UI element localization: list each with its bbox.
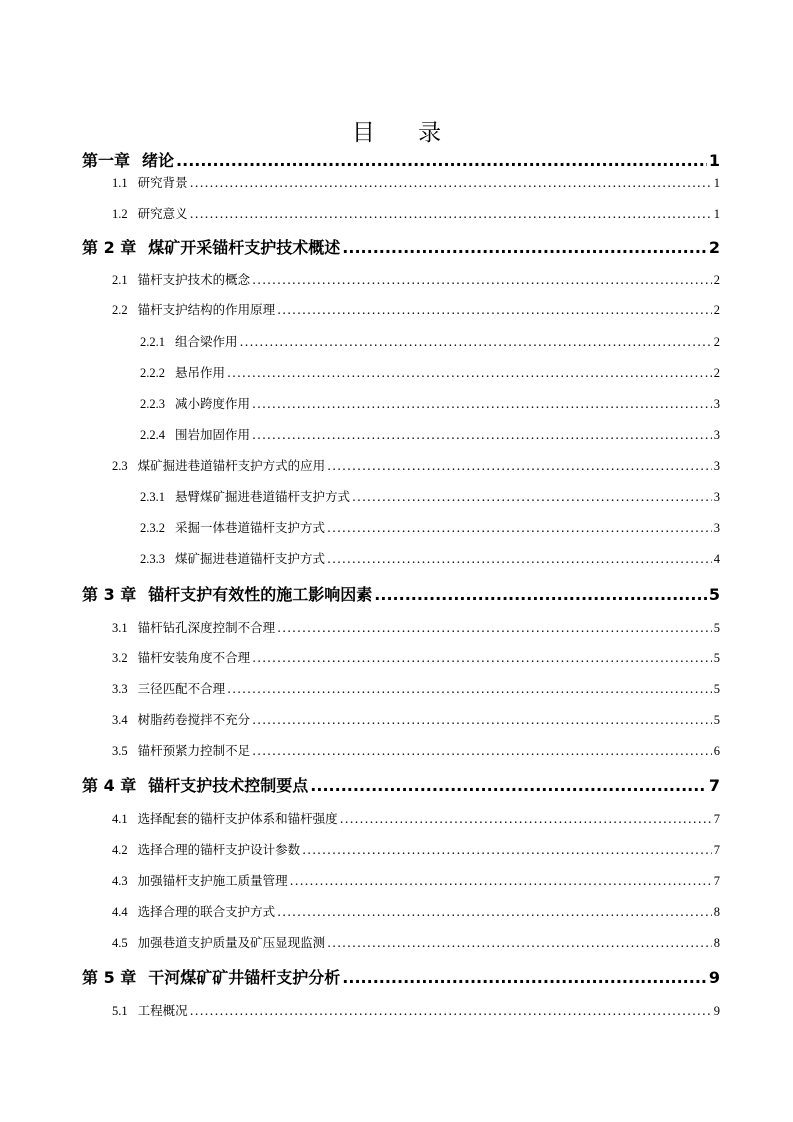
toc-entry-label: 绪论 [142,151,175,170]
toc-title: 目 录 [351,120,460,146]
toc-dot-leader [252,712,712,727]
toc-page-number: 9 [713,1004,720,1018]
toc-dot-leader [227,681,712,696]
toc-page-number: 3 [713,397,720,411]
toc-dot-leader [176,151,707,170]
toc-entry-number: 2.1 [112,273,128,287]
toc-entry-number: 4.4 [112,905,128,919]
toc-dot-leader [374,585,707,604]
toc-section-entry[interactable] [112,933,720,951]
toc-entry-number: 1.1 [112,176,128,190]
toc-dot-leader [352,489,712,504]
toc-section-entry[interactable] [112,741,720,759]
toc-dot-leader [252,272,712,287]
toc-chapter-entry[interactable] [82,148,720,171]
toc-page-number: 2 [713,273,720,287]
toc-entry-label: 锚杆支护结构的作用原理 [137,302,276,317]
toc-entry-label: 树脂药卷搅拌不充分 [137,712,251,727]
toc-entry-number: 2.3.3 [140,552,165,566]
toc-section-entry[interactable] [140,394,720,412]
toc-entry-number: 2.2.3 [140,397,165,411]
toc-entry-number: 第 3 章 [82,585,137,604]
toc-dot-leader [277,620,712,635]
toc-entry-label: 干河煤矿矿井锚杆支护分析 [148,968,341,987]
toc-entry-label: 减小跨度作用 [175,396,251,411]
toc-page-number: 6 [713,744,720,758]
toc-dot-leader [310,776,707,795]
toc-dot-leader [302,842,712,857]
toc-entry-label: 锚杆支护有效性的施工影响因素 [148,585,373,604]
toc-section-entry[interactable] [112,456,720,474]
toc-entry-number: 2.2.4 [140,428,165,442]
toc-entry-label: 锚杆预紧力控制不足 [137,743,251,758]
toc-page-number: 5 [708,585,720,604]
toc-page-number: 5 [713,682,720,696]
toc-entry-number: 第一章 [82,151,131,170]
toc-entry-label: 加强巷道支护质量及矿压显现监测 [137,935,326,950]
toc-page-number: 3 [713,490,720,504]
toc-section-entry[interactable] [112,710,720,728]
toc-dot-leader [342,968,707,987]
toc-section-entry[interactable] [140,425,720,443]
toc-entry-number: 2.3 [112,459,128,473]
toc-section-entry[interactable] [140,549,720,567]
toc-entry-label: 锚杆支护技术的概念 [137,272,251,287]
toc-entry-label: 选择合理的锚杆支护设计参数 [137,842,301,857]
toc-entry-number: 2.3.2 [140,521,165,535]
toc-entry-label: 三径匹配不合理 [137,681,226,696]
toc-entry-number: 2.3.1 [140,490,165,504]
toc-dot-leader [327,520,712,535]
toc-section-entry[interactable] [112,300,720,318]
toc-chapter-entry[interactable] [82,965,720,988]
toc-entry-number: 4.1 [112,812,128,826]
toc-page-number: 4 [713,552,720,566]
toc-section-entry[interactable] [140,518,720,536]
toc-page-number: 8 [713,905,720,919]
toc-entry-label: 煤矿掘进巷道锚杆支护方式的应用 [137,458,326,473]
toc-section-entry[interactable] [112,679,720,697]
toc-dot-leader [240,334,712,349]
toc-entry-number: 4.2 [112,843,128,857]
toc-entry-label: 锚杆钻孔深度控制不合理 [137,620,276,635]
toc-entry-number: 3.1 [112,621,128,635]
toc-page-number: 2 [708,238,720,257]
toc-page-number: 5 [713,621,720,635]
toc-entry-number: 2.2.2 [140,366,165,380]
toc-dot-leader [252,427,712,442]
toc-entry-label: 加强锚杆支护施工质量管理 [137,873,288,888]
toc-entry-label: 选择合理的联合支护方式 [137,904,276,919]
toc-page-number: 7 [713,874,720,888]
toc-dot-leader [342,238,707,257]
toc-entry-label: 采掘一体巷道锚杆支护方式 [175,520,326,535]
toc-page-number: 2 [713,335,720,349]
toc-section-entry[interactable] [112,871,720,889]
toc-entry-number: 4.3 [112,874,128,888]
toc-entry-number: 5.1 [112,1004,128,1018]
toc-dot-leader [277,302,712,317]
toc-page-number: 1 [713,207,720,221]
toc-entry-number: 2.2.1 [140,335,165,349]
toc-dot-leader [290,873,712,888]
toc-dot-leader [227,365,712,380]
toc-entry-number: 4.5 [112,936,128,950]
toc-entry-number: 第 4 章 [82,776,137,795]
toc-section-entry[interactable] [112,840,720,858]
toc-page-number: 7 [713,843,720,857]
toc-section-entry[interactable] [140,363,720,381]
toc-entry-number: 第 5 章 [82,968,137,987]
toc-page-number: 1 [713,176,720,190]
toc-section-entry[interactable] [140,332,720,350]
toc-dot-leader [190,206,712,221]
toc-page-number: 3 [713,428,720,442]
toc-page-number: 7 [708,776,720,795]
toc-section-entry[interactable] [112,902,720,920]
toc-entry-number: 3.4 [112,713,128,727]
toc-chapter-entry[interactable] [82,235,720,258]
toc-entry-label: 锚杆支护技术控制要点 [148,776,309,795]
toc-section-entry[interactable] [112,173,720,191]
toc-dot-leader [190,1003,712,1018]
toc-section-entry[interactable] [112,1001,720,1019]
toc-dot-leader [252,743,712,758]
toc-entry-label: 锚杆安装角度不合理 [137,650,251,665]
toc-dot-leader [190,175,712,190]
toc-dot-leader [252,396,712,411]
toc-entry-label: 悬吊作用 [175,365,226,380]
toc-page-number: 3 [713,459,720,473]
toc-section-entry[interactable] [140,487,720,505]
toc-entry-label: 工程概况 [137,1003,188,1018]
toc-dot-leader [252,650,712,665]
toc-page-number: 5 [713,713,720,727]
toc-page-number: 2 [713,366,720,380]
toc-page-number: 8 [713,936,720,950]
toc-entry-label: 研究意义 [137,206,188,221]
toc-entry-label: 组合梁作用 [175,334,238,349]
toc-entry-label: 研究背景 [137,175,188,190]
toc-section-entry[interactable] [112,648,720,666]
toc-section-entry[interactable] [112,270,720,288]
toc-page-number: 1 [708,151,720,170]
toc-chapter-entry[interactable] [82,773,720,796]
toc-entry-label: 悬臂煤矿掘进巷道锚杆支护方式 [175,489,351,504]
toc-entry-number: 1.2 [112,207,128,221]
toc-section-entry[interactable] [112,809,720,827]
toc-section-entry[interactable] [112,204,720,222]
toc-entry-number: 第 2 章 [82,238,137,257]
toc-dot-leader [327,935,712,950]
toc-section-entry[interactable] [112,618,720,636]
toc-entry-number: 3.2 [112,651,128,665]
toc-entry-number: 3.3 [112,682,128,696]
toc-dot-leader [327,458,712,473]
toc-page-number: 3 [713,521,720,535]
toc-page-number: 2 [713,303,720,317]
toc-chapter-entry[interactable] [82,582,720,605]
toc-entry-number: 2.2 [112,303,128,317]
toc-entry-label: 围岩加固作用 [175,427,251,442]
toc-page-number: 7 [713,812,720,826]
toc-entry-label: 煤矿掘进巷道锚杆支护方式 [175,551,326,566]
toc-dot-leader [340,811,712,826]
toc-entry-number: 3.5 [112,744,128,758]
toc-dot-leader [277,904,712,919]
toc-entry-label: 煤矿开采锚杆支护技术概述 [148,238,341,257]
toc-dot-leader [327,551,712,566]
toc-entry-label: 选择配套的锚杆支护体系和锚杆强度 [137,811,338,826]
toc-page-number: 5 [713,651,720,665]
toc-page-number: 9 [708,968,720,987]
